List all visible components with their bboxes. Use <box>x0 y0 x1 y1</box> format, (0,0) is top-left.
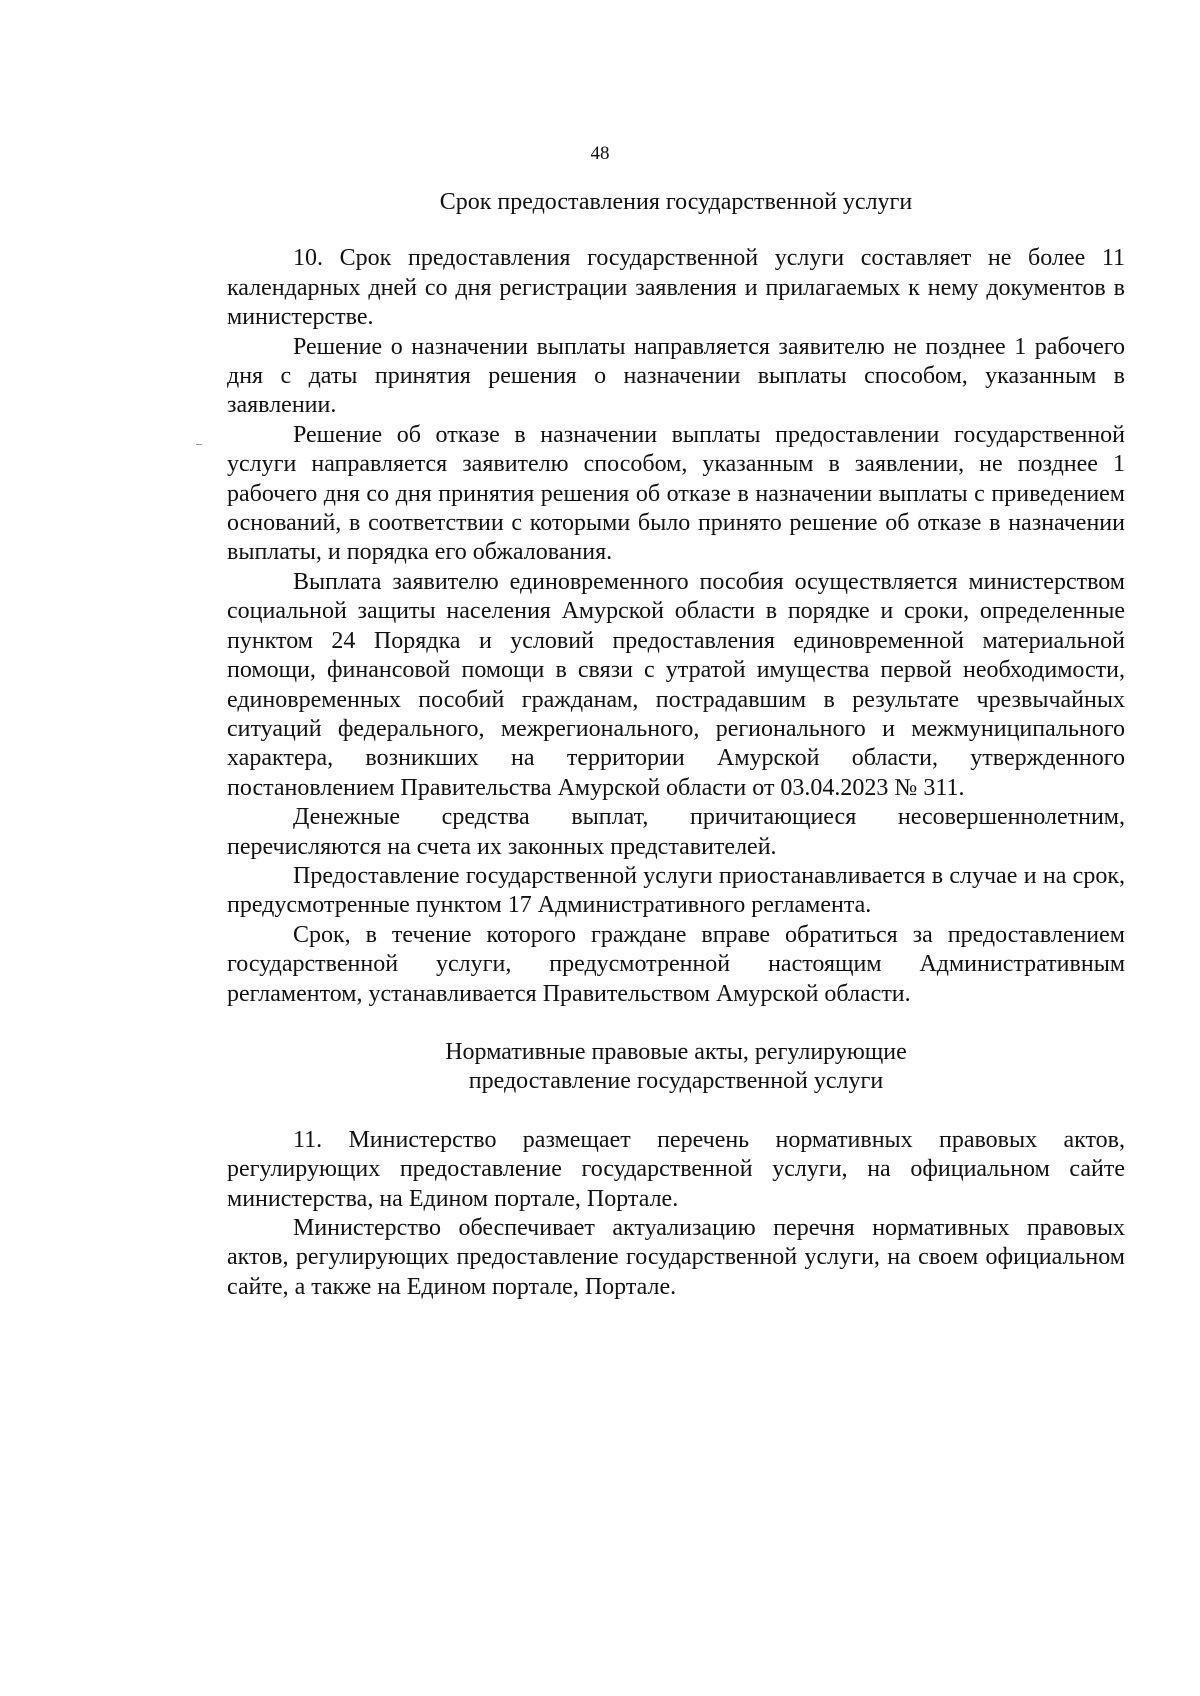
section-heading-legal-acts-line-1: Нормативные правовые акты, регулирующие <box>445 1038 907 1065</box>
paragraph-decision-refusal: Решение об отказе в назначении выплаты предоставлении государственной услуги направляется заявителю способом, указанным в заявлении, не позднее 1 рабочего дня со дня принятия решения об отказе в назначении выплаты с приведением оснований, в соответствии с которыми было принято решение об отказе в назначении выплаты, и порядка его обжалования. <box>227 421 1125 566</box>
paragraph-decision-payment: Решение о назначении выплаты направляется заявителю не позднее 1 рабочего дня с даты принятия решения о назначении выплаты способом, указанным в заявлении. <box>227 333 1125 419</box>
paragraph-minors-funds: Денежные средства выплат, причитающиеся несовершеннолетним, перечисляются на счета их законных представителей. <box>227 804 1125 860</box>
section-heading-term: Срок предоставления государственной услуги <box>439 189 913 215</box>
paragraph-application-deadline: Срок, в течение которого граждане вправе обратиться за предоставлением государственной услуги, предусмотренной настоящим Административным регламентом, устанавливается Правительством Амурской области. <box>227 921 1125 1007</box>
paragraph-suspension: Предоставление государственной услуги приостанавливается в случае и на срок, предусмотренные пунктом 17 Административного регламента. <box>227 862 1125 919</box>
page-number: 48 <box>590 143 610 164</box>
document-body <box>227 188 1125 1302</box>
margin-mark <box>196 444 202 445</box>
section-heading-legal-acts-line-2: предоставление государственной услуги <box>468 1068 884 1095</box>
paragraph-11-legal-acts: 11. Министерство размещает перечень нормативных правовых актов, регулирующих предоставление государственной услуги, на официальном сайте министерства, на Едином портале, Портале. <box>227 1126 1125 1212</box>
paragraph-payment-procedure: Выплата заявителю единовременного пособия осуществляется министерством социальной защиты населения Амурской области в порядке и сроки, определенные пунктом 24 Порядка и условий предоставления единовременной материальной помощи, финансовой помощи в связи с утратой имущества первой необходимости, единовременных пособий гражданам, пострадавшим в результате чрезвычайных ситуаций федерального, межрегионального, регионального и межмуниципального характера, возникших на территории Амурской области, утвержденного постановлением Правительства Амурской области от 03.04.2023 № 311. <box>227 568 1125 801</box>
paragraph-10-term: 10. Срок предоставления государственной услуги составляет не более 11 календарных дней со дня регистрации заявления и прилагаемых к нему документов в министерстве. <box>227 245 1125 331</box>
section-heading-legal-acts <box>227 1038 1125 1097</box>
paragraph-legal-acts-update: Министерство обеспечивает актуализацию перечня нормативных правовых актов, регулирующих предоставление государственной услуги, на своем официальном сайте, а также на Едином портале, Портале. <box>227 1215 1125 1300</box>
